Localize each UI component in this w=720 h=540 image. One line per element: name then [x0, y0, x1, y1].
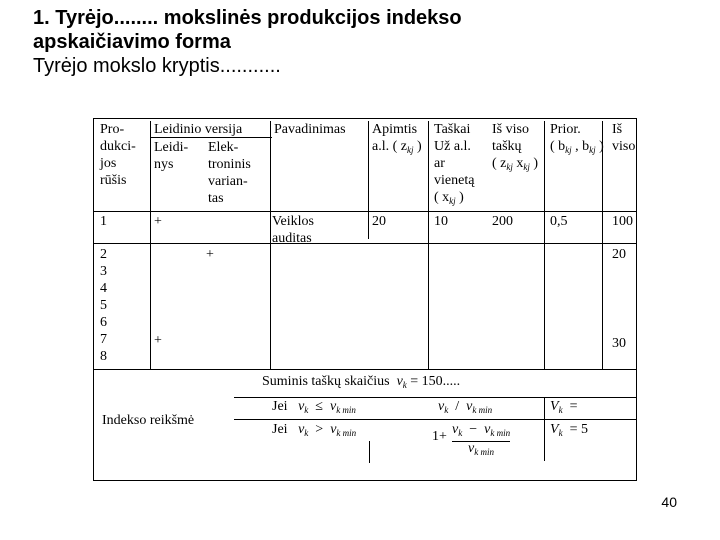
header-elektroninis-variantas: Elek- troninis varian- tas [208, 140, 251, 206]
header-leidinio-versija: Leidinio versija [154, 122, 243, 137]
grid-line [544, 397, 545, 461]
grid-line [150, 121, 151, 369]
header-apimtis: Apimtis a.l. ( $z_{kj}$ ) [372, 122, 422, 155]
header-pavadinimas: Pavadinimas [274, 122, 346, 137]
row-numbers: 2 3 4 5 6 7 8 [100, 247, 107, 364]
indekso-reiksme-label: Indekso reikšmė [102, 413, 195, 428]
slide-title [33, 6, 713, 78]
row1-pavadinimas: Veiklos auditas [272, 214, 314, 246]
row1-number: 1 [100, 214, 107, 229]
row1-prioritetas: 0,5 [550, 214, 568, 229]
row1-is-viso-tasku: 200 [492, 214, 513, 229]
grid-line [368, 121, 369, 239]
grid-line [94, 369, 636, 370]
title-line-1: 1. Tyrėjo........ mokslinės produkcijos indekso [33, 7, 462, 29]
row2-elektroninis-mark: + [206, 247, 214, 262]
grid-line [94, 211, 636, 212]
row1-apimtis: 20 [372, 214, 386, 229]
row7-leidinys-mark: + [154, 333, 162, 348]
grid-line [234, 419, 636, 420]
header-prioritetas: Prior. ( $b_{kj}$ , $b_{kj}$ ) [550, 122, 604, 155]
row1-is-viso: 100 [612, 214, 633, 229]
title-line-3: Tyrėjo mokslo kryptis........... [33, 55, 281, 77]
suminis-tasku-skaicius: Suminis taškų skaičius $\nu_k = 150$..... [262, 374, 461, 390]
header-is-viso-tasku: Iš viso taškų ( $z_{kj}$ $x_{kj}$ ) [492, 122, 539, 172]
header-taskai: Taškai Už a.l. ar vienetą ( $x_{kj}$ ) [434, 122, 475, 206]
page-number: 40 [661, 494, 677, 510]
row7-is-viso: 30 [612, 336, 626, 351]
condition-gt: Jei $\nu_k > \nu_{k min}$ [272, 422, 357, 438]
condition-leq: Jei $\nu_k \le \nu_{k min}$ [272, 399, 356, 415]
table-frame [93, 118, 637, 481]
row1-leidinys-mark: + [154, 214, 162, 229]
grid-line [544, 121, 545, 369]
index-formula-1: $V_k$ = [550, 399, 578, 415]
fraction-numerator: $\nu_k - \nu_{k min}$ [452, 421, 510, 442]
fraction-formula-prefix: 1+ [432, 429, 447, 444]
title-line-2: apskaičiavimo forma [33, 31, 231, 53]
index-formula-2: $V_k = 5$ [550, 422, 588, 438]
grid-line [270, 121, 271, 369]
row2-is-viso: 20 [612, 247, 626, 262]
ratio-formula: $\nu_k / \nu_{k min}$ [438, 399, 493, 415]
grid-line [94, 243, 636, 244]
grid-line [428, 121, 429, 369]
fraction-denominator: $\nu_{k min}$ [468, 441, 494, 457]
grid-line [369, 441, 370, 463]
header-produkcijos-rusis: Pro- dukci- jos rūšis [100, 122, 136, 188]
header-is-viso: Iš viso [612, 122, 636, 154]
header-leidinys: Leidi- nys [154, 140, 189, 172]
row1-taskai: 10 [434, 214, 448, 229]
